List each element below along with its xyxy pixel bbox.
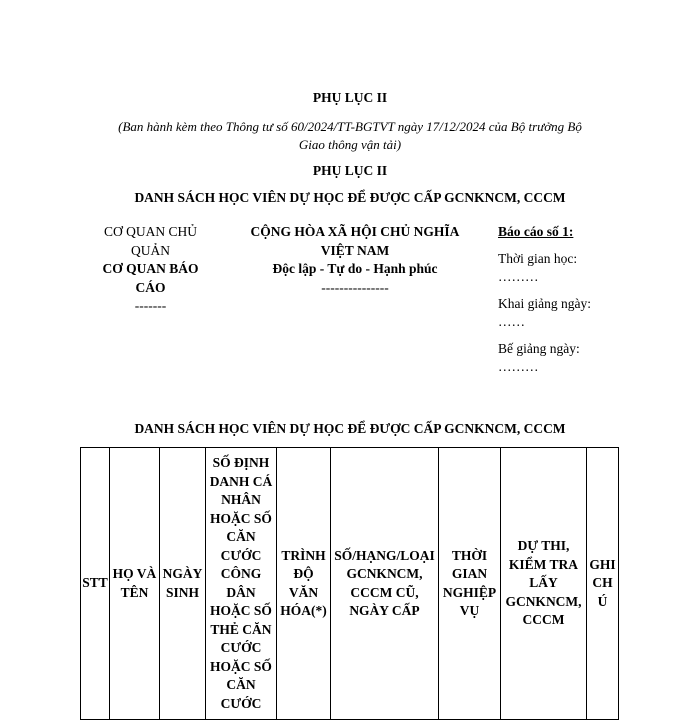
managing-agency-line-2: QUẢN [131, 242, 170, 258]
appendix-title: PHỤ LỤC II [312, 90, 388, 105]
issuance-note [80, 118, 620, 154]
report-info [498, 223, 608, 385]
opening-date-field [498, 295, 608, 332]
list-title: DANH SÁCH HỌC VIÊN DỰ HỌC ĐỂ ĐƯỢC CẤP GCNKNCM, CCCM [134, 190, 566, 205]
issuance-note-line-2: Giao thông vận tải) [298, 137, 402, 152]
column-header-stt: STT [81, 448, 110, 720]
national-name-line-2: VIỆT NAM [320, 242, 390, 258]
column-header-birth-date: NGÀY SINH [160, 448, 206, 720]
national-name-line-1: CỘNG HÒA XÃ HỘI CHỦ NGHĨA [250, 224, 460, 239]
column-header-id-number: SỐ ĐỊNH DANH CÁ NHÂN HOẶC SỐ CĂN CƯỚC CÔNG DÂN HOẶC SỐ THẺ CĂN CƯỚC HOẶC SỐ CĂN CƯỚC [206, 448, 277, 720]
study-time-field [498, 250, 608, 287]
student-roster-table [80, 447, 619, 720]
reporting-agency-line-1: CƠ QUAN BÁO [102, 261, 199, 276]
closing-date-value: ……… [498, 359, 539, 374]
issuance-note-line-1: (Ban hành kèm theo Thông tư số 60/2024/TT-BGTVT ngày 17/12/2024 của Bộ trưởng Bộ [118, 119, 582, 134]
report-number-label: Báo cáo số 1: [498, 224, 574, 239]
table-title: DANH SÁCH HỌC VIÊN DỰ HỌC ĐỂ ĐƯỢC CẤP GCNKNCM, CCCM [134, 421, 566, 436]
agency-block [88, 223, 213, 316]
agency-divider: ------- [134, 298, 167, 313]
reporting-agency-line-2: CÁO [135, 279, 166, 295]
column-header-notes: GHI CHÚ [587, 448, 619, 720]
national-motto: Độc lập - Tự do - Hạnh phúc [272, 261, 438, 276]
appendix-title-repeat: PHỤ LỤC II [312, 163, 388, 178]
national-header [230, 223, 480, 297]
closing-date-field [498, 340, 608, 377]
column-header-professional-time: THỜI GIAN NGHIỆP VỤ [439, 448, 501, 720]
managing-agency-line-1: CƠ QUAN CHỦ [103, 224, 197, 239]
closing-date-label: Bế giảng ngày: [498, 340, 580, 356]
column-header-exam: DỰ THI, KIỂM TRA LẤY GCNKNCM, CCCM [501, 448, 587, 720]
column-header-education-level: TRÌNH ĐỘ VĂN HÓA(*) [277, 448, 331, 720]
study-time-value: ……… [498, 269, 539, 284]
opening-date-label: Khai giảng ngày: [498, 295, 591, 311]
study-time-label: Thời gian học: [498, 250, 578, 266]
column-header-full-name: HỌ VÀ TÊN [110, 448, 160, 720]
table-header-row [81, 448, 619, 720]
column-header-old-certificate: SỐ/HẠNG/LOẠI GCNKNCM, CCCM CŨ, NGÀY CẤP [331, 448, 439, 720]
national-divider: --------------- [321, 279, 389, 295]
opening-date-value: …… [498, 314, 525, 329]
